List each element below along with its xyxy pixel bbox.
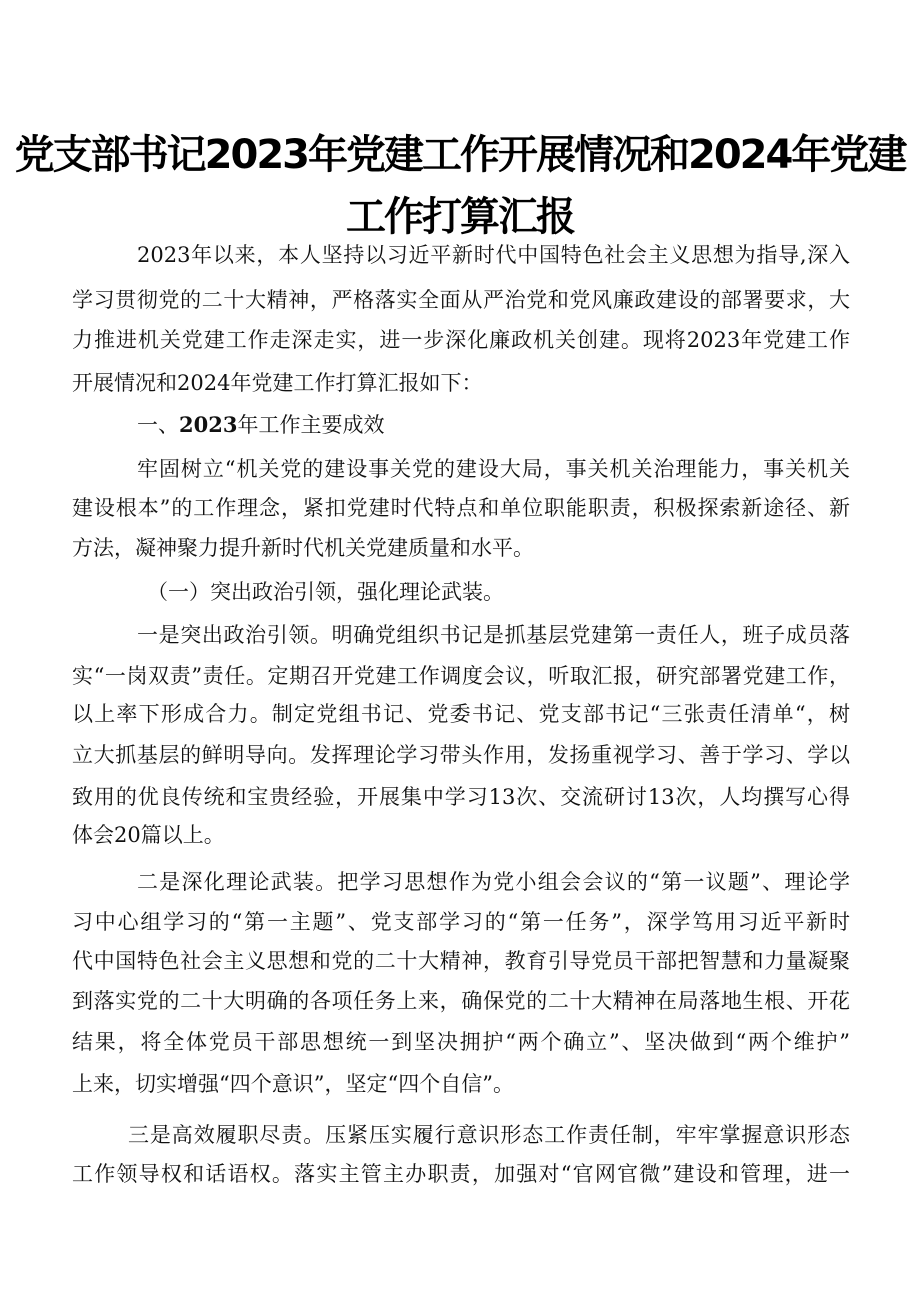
intro-line-1: 2023年以来，本人坚持以习近平新时代中国特色社会主义思想为指导,深入 bbox=[137, 243, 850, 267]
para-san-line-1: 三是高效履职尽责。压紧压实履行意识形态工作责任制，牢牢掌握意识形态 bbox=[128, 1123, 850, 1147]
section-heading-1 bbox=[137, 411, 850, 439]
para-yi-line-6: 体会20篇以上。 bbox=[72, 823, 225, 847]
para-yi-line-3: 以上率下形成合力。制定党组书记、党委书记、党支部书记“三张责任清单“，树 bbox=[72, 702, 850, 726]
section1-body-line-2: 建设根本”的工作理念，紧扣党建时代特点和单位职能职责，积极探索新途径、新 bbox=[72, 496, 850, 520]
section-heading-suffix: 年工作主要成效 bbox=[237, 413, 385, 437]
section1-body-line-3: 方法，凝神聚力提升新时代机关党建质量和水平。 bbox=[72, 536, 534, 560]
subsection-heading-1: （一）突出政治引领，强化理论武装。 bbox=[147, 580, 504, 604]
intro-line-4: 开展情况和2024年党建工作打算汇报如下： bbox=[72, 371, 483, 395]
para-er-line-1: 二是深化理论武装。把学习思想作为党小组会会议的“第一议题”、理论学 bbox=[137, 870, 850, 894]
para-yi-line-4: 立大抓基层的鲜明导向。发挥理论学习带头作用，发扬重视学习、善于学习、学以 bbox=[72, 743, 850, 767]
document-title-line-1: 党支部书记2023年党建工作开展情况和2024年党建 bbox=[14, 132, 906, 178]
para-san-line-2: 工作领导权和话语权。落实主管主办职责，加强对“官网官微”建设和管理，进一 bbox=[72, 1162, 850, 1186]
section1-body-line-1: 牢固树立“机关党的建设事关党的建设大局，事关机关治理能力，事关机关 bbox=[137, 457, 850, 481]
para-er-line-2: 习中心组学习的“第一主题”、党支部学习的“第一任务”，深学笃用习近平新时 bbox=[72, 910, 850, 934]
para-yi-line-2: 实“一岗双责”责任。定期召开党建工作调度会议，听取汇报，研究部署党建工作， bbox=[72, 664, 850, 688]
intro-line-3: 力推进机关党建工作走深走实，进一步深化廉政机关创建。现将2023年党建工作 bbox=[72, 328, 850, 352]
para-er-line-4: 到落实党的二十大明确的各项任务上来，确保党的二十大精神在局落地生根、开花 bbox=[72, 989, 850, 1013]
para-er-line-5: 结果，将全体党员干部思想统一到坚决拥护“两个确立”、坚决做到“两个维护” bbox=[72, 1030, 850, 1054]
para-er-line-6: 上来，切实增强“四个意识”，坚定“四个自信”。 bbox=[72, 1072, 514, 1096]
document-title-line-2: 工作打算汇报 bbox=[346, 194, 574, 240]
intro-line-2: 学习贯彻党的二十大精神，严格落实全面从严治党和党风廉政建设的部署要求，大 bbox=[72, 288, 850, 312]
para-yi-line-1: 一是突出政治引领。明确党组织书记是抓基层党建第一责任人，班子成员落 bbox=[137, 623, 850, 647]
section-heading-prefix: 一、 bbox=[137, 413, 179, 437]
section-heading-year: 2023 bbox=[179, 412, 238, 437]
para-er-line-3: 代中国特色社会主义思想和党的二十大精神，教育引导党员干部把智慧和力量凝聚 bbox=[72, 949, 850, 973]
para-yi-line-5: 致用的优良传统和宝贵经验，开展集中学习13次、交流研讨13次，人均撰写心得 bbox=[72, 785, 850, 809]
